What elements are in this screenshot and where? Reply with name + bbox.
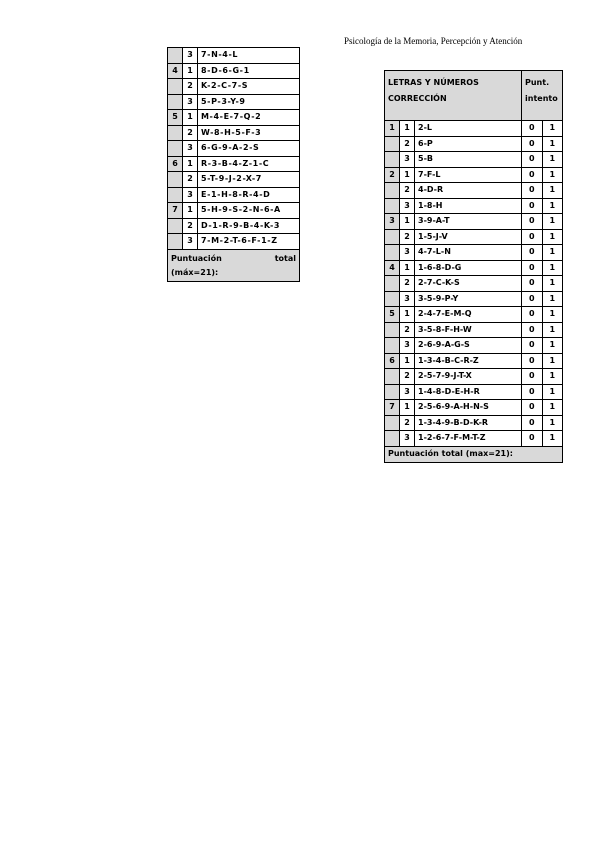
table-row <box>168 94 300 110</box>
score-zero-cell: 0 <box>522 245 543 261</box>
total-row <box>168 249 300 281</box>
table-row <box>385 183 563 199</box>
sequence-cell: 6-G-9-A-2-S <box>198 141 300 157</box>
score-one-cell: 1 <box>542 245 563 261</box>
item-number-cell: 5 <box>168 110 183 126</box>
score-zero-cell: 0 <box>522 167 543 183</box>
item-number-cell <box>385 415 400 431</box>
trial-number-cell: 1 <box>400 307 415 323</box>
trial-number-cell: 3 <box>183 187 198 203</box>
trial-number-cell: 3 <box>183 94 198 110</box>
table-row <box>385 136 563 152</box>
item-number-cell: 1 <box>385 121 400 137</box>
score-one-cell: 1 <box>542 167 563 183</box>
score-zero-cell: 0 <box>522 214 543 230</box>
score-one-cell: 1 <box>542 307 563 323</box>
item-number-cell: 4 <box>385 260 400 276</box>
trial-number-cell: 2 <box>400 183 415 199</box>
item-number-cell <box>385 198 400 214</box>
trial-number-cell: 2 <box>400 322 415 338</box>
trial-number-cell: 3 <box>183 141 198 157</box>
correct-sequence-cell: 6-P <box>415 136 522 152</box>
score-zero-cell: 0 <box>522 276 543 292</box>
correct-sequence-cell: 3-5-9-P-Y <box>415 291 522 307</box>
trial-number-cell: 3 <box>400 338 415 354</box>
item-number-cell <box>168 234 183 250</box>
correct-sequence-cell: 1-5-J-V <box>415 229 522 245</box>
table-row <box>385 214 563 230</box>
sequence-cell: 7-M-2-T-6-F-1-Z <box>198 234 300 250</box>
table-row <box>168 172 300 188</box>
table-row <box>168 234 300 250</box>
table-row <box>385 431 563 447</box>
table-row <box>168 141 300 157</box>
trial-number-cell: 3 <box>183 48 198 64</box>
correct-sequence-cell: 5-B <box>415 152 522 168</box>
total-cell <box>168 249 300 281</box>
score-zero-cell: 0 <box>522 338 543 354</box>
item-number-cell <box>385 276 400 292</box>
correct-sequence-cell: 2-L <box>415 121 522 137</box>
table-row <box>168 110 300 126</box>
score-one-cell: 1 <box>542 136 563 152</box>
sequence-cell: W-8-H-5-F-3 <box>198 125 300 141</box>
item-number-cell: 3 <box>385 214 400 230</box>
item-number-cell: 6 <box>168 156 183 172</box>
trial-number-cell: 2 <box>400 229 415 245</box>
score-zero-cell: 0 <box>522 291 543 307</box>
table-row <box>385 167 563 183</box>
trial-number-cell: 3 <box>400 384 415 400</box>
correct-sequence-cell: 1-3-4-9-B-D-K-R <box>415 415 522 431</box>
correct-sequence-cell: 2-5-7-9-J-T-X <box>415 369 522 385</box>
table-row <box>168 63 300 79</box>
correction-table <box>384 70 563 463</box>
table-row <box>385 307 563 323</box>
sequence-cell: 5-P-3-Y-9 <box>198 94 300 110</box>
score-one-cell: 1 <box>542 183 563 199</box>
trial-number-cell: 2 <box>400 136 415 152</box>
trial-number-cell: 3 <box>400 152 415 168</box>
score-one-cell: 1 <box>542 384 563 400</box>
score-one-cell: 1 <box>542 369 563 385</box>
item-number-cell <box>385 322 400 338</box>
score-one-cell: 1 <box>542 229 563 245</box>
trial-number-cell: 1 <box>400 121 415 137</box>
item-number-cell <box>385 291 400 307</box>
table-row <box>385 245 563 261</box>
score-one-cell: 1 <box>542 400 563 416</box>
score-zero-cell: 0 <box>522 121 543 137</box>
correction-total: Puntuación total (max=21): <box>385 446 563 462</box>
item-number-cell <box>385 152 400 168</box>
total-label: Puntuación <box>171 253 222 263</box>
trial-number-cell: 2 <box>183 172 198 188</box>
score-zero-cell: 0 <box>522 353 543 369</box>
correct-sequence-cell: 2-5-6-9-A-H-N-S <box>415 400 522 416</box>
score-one-cell: 1 <box>542 198 563 214</box>
table-row <box>385 198 563 214</box>
item-number-cell <box>385 338 400 354</box>
score-one-cell: 1 <box>542 353 563 369</box>
score-zero-cell: 0 <box>522 260 543 276</box>
correct-sequence-cell: 2-4-7-E-M-Q <box>415 307 522 323</box>
trial-number-cell: 1 <box>400 353 415 369</box>
score-one-cell: 1 <box>542 431 563 447</box>
table-row <box>168 48 300 64</box>
sequence-cell: M-4-E-7-Q-2 <box>198 110 300 126</box>
trial-number-cell: 1 <box>183 63 198 79</box>
item-number-cell <box>385 136 400 152</box>
item-number-cell: 7 <box>385 400 400 416</box>
table-row <box>385 353 563 369</box>
table-row <box>385 322 563 338</box>
correct-sequence-cell: 4-D-R <box>415 183 522 199</box>
score-zero-cell: 0 <box>522 152 543 168</box>
table-row <box>385 369 563 385</box>
item-number-cell <box>168 125 183 141</box>
correct-sequence-cell: 1-4-8-D-E-H-R <box>415 384 522 400</box>
table-row <box>168 125 300 141</box>
correct-sequence-cell: 1-2-6-7-F-M-T-Z <box>415 431 522 447</box>
trial-number-cell: 3 <box>400 291 415 307</box>
table-row <box>385 229 563 245</box>
page-header: Psicología de la Memoria, Percepción y Atención <box>344 36 523 46</box>
item-number-cell <box>168 218 183 234</box>
correct-sequence-cell: 1-3-4-B-C-R-Z <box>415 353 522 369</box>
trial-number-cell: 2 <box>400 415 415 431</box>
sequence-cell: 8-D-6-G-1 <box>198 63 300 79</box>
item-number-cell: 2 <box>385 167 400 183</box>
trial-number-cell: 3 <box>400 431 415 447</box>
score-zero-cell: 0 <box>522 322 543 338</box>
item-number-cell <box>385 183 400 199</box>
table-row <box>168 203 300 219</box>
trial-number-cell: 2 <box>183 125 198 141</box>
trial-number-cell: 1 <box>400 167 415 183</box>
score-zero-cell: 0 <box>522 384 543 400</box>
sequence-cell: K-2-C-7-S <box>198 79 300 95</box>
score-zero-cell: 0 <box>522 431 543 447</box>
correction-total-row <box>385 446 563 462</box>
correct-sequence-cell: 3-9-A-T <box>415 214 522 230</box>
item-number-cell <box>168 141 183 157</box>
item-number-cell <box>168 94 183 110</box>
table-row <box>385 152 563 168</box>
item-number-cell <box>385 431 400 447</box>
correct-sequence-cell: 2-6-9-A-G-S <box>415 338 522 354</box>
total-label-2: total <box>274 253 296 263</box>
item-number-cell <box>385 229 400 245</box>
sequence-cell: E-1-H-8-R-4-D <box>198 187 300 203</box>
sequence-cell: 5-T-9-J-2-X-7 <box>198 172 300 188</box>
sequence-cell: D-1-R-9-B-4-K-3 <box>198 218 300 234</box>
table-row <box>385 338 563 354</box>
score-zero-cell: 0 <box>522 369 543 385</box>
table-row <box>385 260 563 276</box>
table-row <box>168 79 300 95</box>
correction-title: LETRAS Y NÚMEROS CORRECCIÓN <box>385 71 522 121</box>
item-number-cell <box>385 245 400 261</box>
item-number-cell <box>168 48 183 64</box>
table-row <box>385 276 563 292</box>
trial-number-cell: 1 <box>400 400 415 416</box>
trial-number-cell: 2 <box>400 276 415 292</box>
trial-number-cell: 2 <box>400 369 415 385</box>
correct-sequence-cell: 1-8-H <box>415 198 522 214</box>
sequence-cell: 5-H-9-S-2-N-6-A <box>198 203 300 219</box>
trial-number-cell: 1 <box>400 260 415 276</box>
item-number-cell <box>168 172 183 188</box>
score-header: Punt. intento <box>522 71 563 121</box>
total-max: (máx=21): <box>171 267 219 277</box>
item-number-cell: 4 <box>168 63 183 79</box>
table-row <box>168 218 300 234</box>
score-one-cell: 1 <box>542 152 563 168</box>
trial-number-cell: 3 <box>400 245 415 261</box>
score-one-cell: 1 <box>542 121 563 137</box>
sequence-cell: R-3-B-4-Z-1-C <box>198 156 300 172</box>
trial-number-cell: 1 <box>183 156 198 172</box>
score-zero-cell: 0 <box>522 136 543 152</box>
trial-number-cell: 1 <box>183 110 198 126</box>
correction-header-row <box>385 71 563 121</box>
sequence-cell: 7-N-4-L <box>198 48 300 64</box>
table-row <box>385 291 563 307</box>
score-one-cell: 1 <box>542 291 563 307</box>
item-number-cell <box>168 79 183 95</box>
score-zero-cell: 0 <box>522 400 543 416</box>
item-number-cell <box>385 384 400 400</box>
item-number-cell: 6 <box>385 353 400 369</box>
score-zero-cell: 0 <box>522 198 543 214</box>
correct-sequence-cell: 1-6-8-D-G <box>415 260 522 276</box>
correct-sequence-cell: 7-F-L <box>415 167 522 183</box>
table-row <box>385 400 563 416</box>
correct-sequence-cell: 2-7-C-K-S <box>415 276 522 292</box>
table-row <box>168 187 300 203</box>
score-one-cell: 1 <box>542 322 563 338</box>
trial-number-cell: 2 <box>183 218 198 234</box>
correct-sequence-cell: 4-7-L-N <box>415 245 522 261</box>
item-number-cell <box>385 369 400 385</box>
item-number-cell: 5 <box>385 307 400 323</box>
score-zero-cell: 0 <box>522 415 543 431</box>
score-one-cell: 1 <box>542 214 563 230</box>
score-one-cell: 1 <box>542 260 563 276</box>
score-zero-cell: 0 <box>522 229 543 245</box>
item-number-cell: 7 <box>168 203 183 219</box>
trial-number-cell: 1 <box>400 214 415 230</box>
trial-number-cell: 2 <box>183 79 198 95</box>
trial-number-cell: 3 <box>400 198 415 214</box>
score-one-cell: 1 <box>542 415 563 431</box>
table-row <box>385 415 563 431</box>
score-one-cell: 1 <box>542 276 563 292</box>
trial-number-cell: 1 <box>183 203 198 219</box>
score-zero-cell: 0 <box>522 307 543 323</box>
trial-number-cell: 3 <box>183 234 198 250</box>
table-row <box>385 384 563 400</box>
table-row <box>168 156 300 172</box>
score-one-cell: 1 <box>542 338 563 354</box>
score-zero-cell: 0 <box>522 183 543 199</box>
item-number-cell <box>168 187 183 203</box>
sequence-table <box>167 47 300 282</box>
table-row <box>385 121 563 137</box>
correct-sequence-cell: 3-5-8-F-H-W <box>415 322 522 338</box>
